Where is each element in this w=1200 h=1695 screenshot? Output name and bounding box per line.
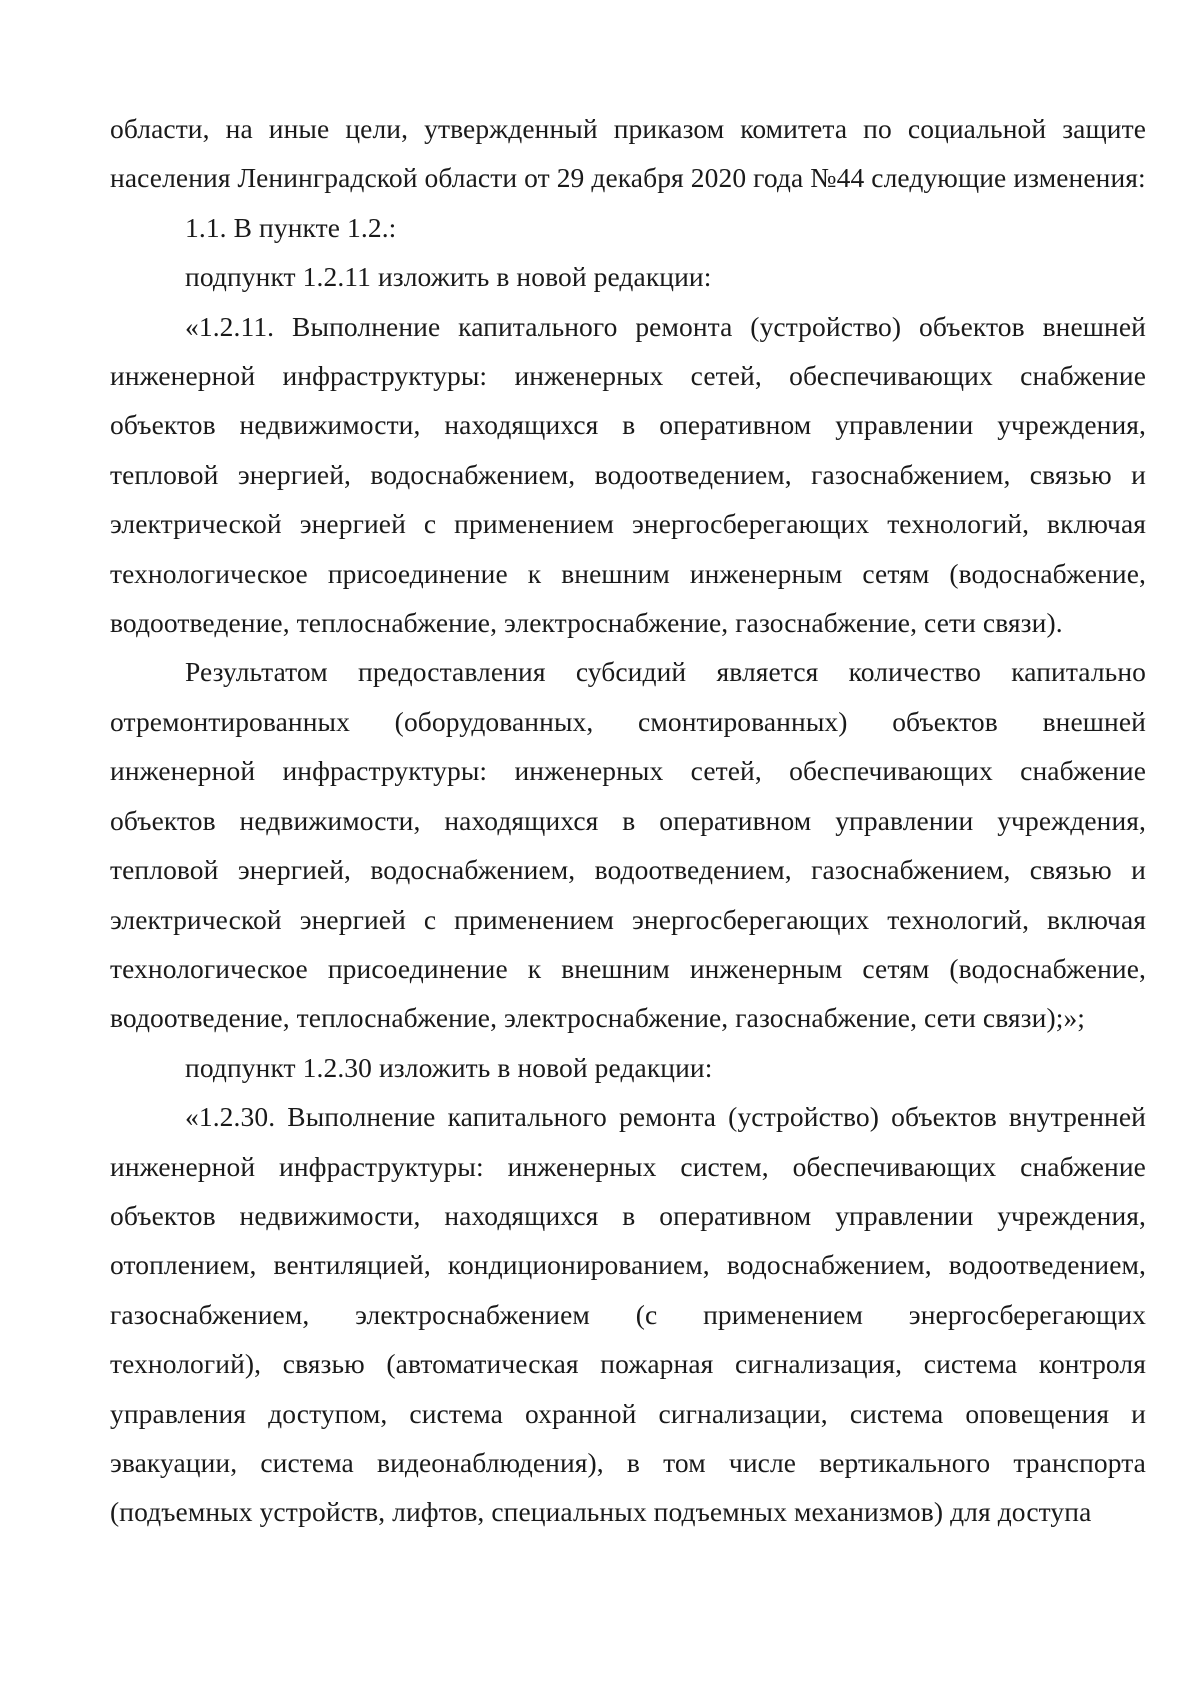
paragraph-subitem-1-2-11-heading: подпункт 1.2.11 изложить в новой редакции:: [185, 261, 712, 293]
paragraph-intro-continuation: области, на иные цели, утвержденный приказом комитета по социальной защите населения Ленинградской области от 29 декабря 2020 года №44 следующие изменения:: [110, 113, 1146, 194]
paragraph-subitem-1-2-30-heading: подпункт 1.2.30 изложить в новой редакции:: [185, 1051, 713, 1083]
paragraph-subsidy-result: Результатом предоставления субсидий является количество капитально отремонтированных (оборудованных, смонтированных) объектов внешней инженерной инфраструктуры: инженерных сетей, обеспечивающих снабжение объектов недвижимости, находящихся в оперативном управлении учреждения, тепловой энергией, водоснабжением, водоотведением, газоснабжением, связью и электрической энергией с применением энергосберегающих технологий, включая технологическое присоединение к внешним инженерным сетям (водоснабжение, водоотведение, теплоснабжение, электроснабжение, газоснабжение, сети связи);»;: [110, 656, 1146, 1034]
paragraph-subitem-1-2-30-text: «1.2.30. Выполнение капитального ремонта (устройство) объектов внутренней инженерной инфраструктуры: инженерных систем, обеспечивающих снабжение объектов недвижимости, находящихся в оперативном управлении учреждения, отоплением, вентиляцией, кондиционированием, водоснабжением, водоотведением, газоснабжением, электроснабжением (с применением энергосберегающих технологий), связью (автоматическая пожарная сигнализация, система контроля управления доступом, система охранной сигнализации, система оповещения и эвакуации, система видеонаблюдения), в том числе вертикального транспорта (подъемных устройств, лифтов, специальных подъемных механизмов) для доступа: [110, 1101, 1146, 1528]
paragraph-item-1-1: 1.1. В пункте 1.2.:: [185, 211, 397, 243]
paragraph-subitem-1-2-11-text: «1.2.11. Выполнение капитального ремонта (устройство) объектов внешней инженерной инфраструктуры: инженерных сетей, обеспечивающих снабжение объектов недвижимости, находящихся в оперативном управлении учреждения, тепловой энергией, водоснабжением, водоотведением, газоснабжением, связью и электрической энергией с применением энергосберегающих технологий, включая технологическое присоединение к внешним инженерным сетям (водоснабжение, водоотведение, теплоснабжение, электроснабжение, газоснабжение, сети связи).: [110, 310, 1146, 639]
document-body: [110, 104, 1146, 1537]
